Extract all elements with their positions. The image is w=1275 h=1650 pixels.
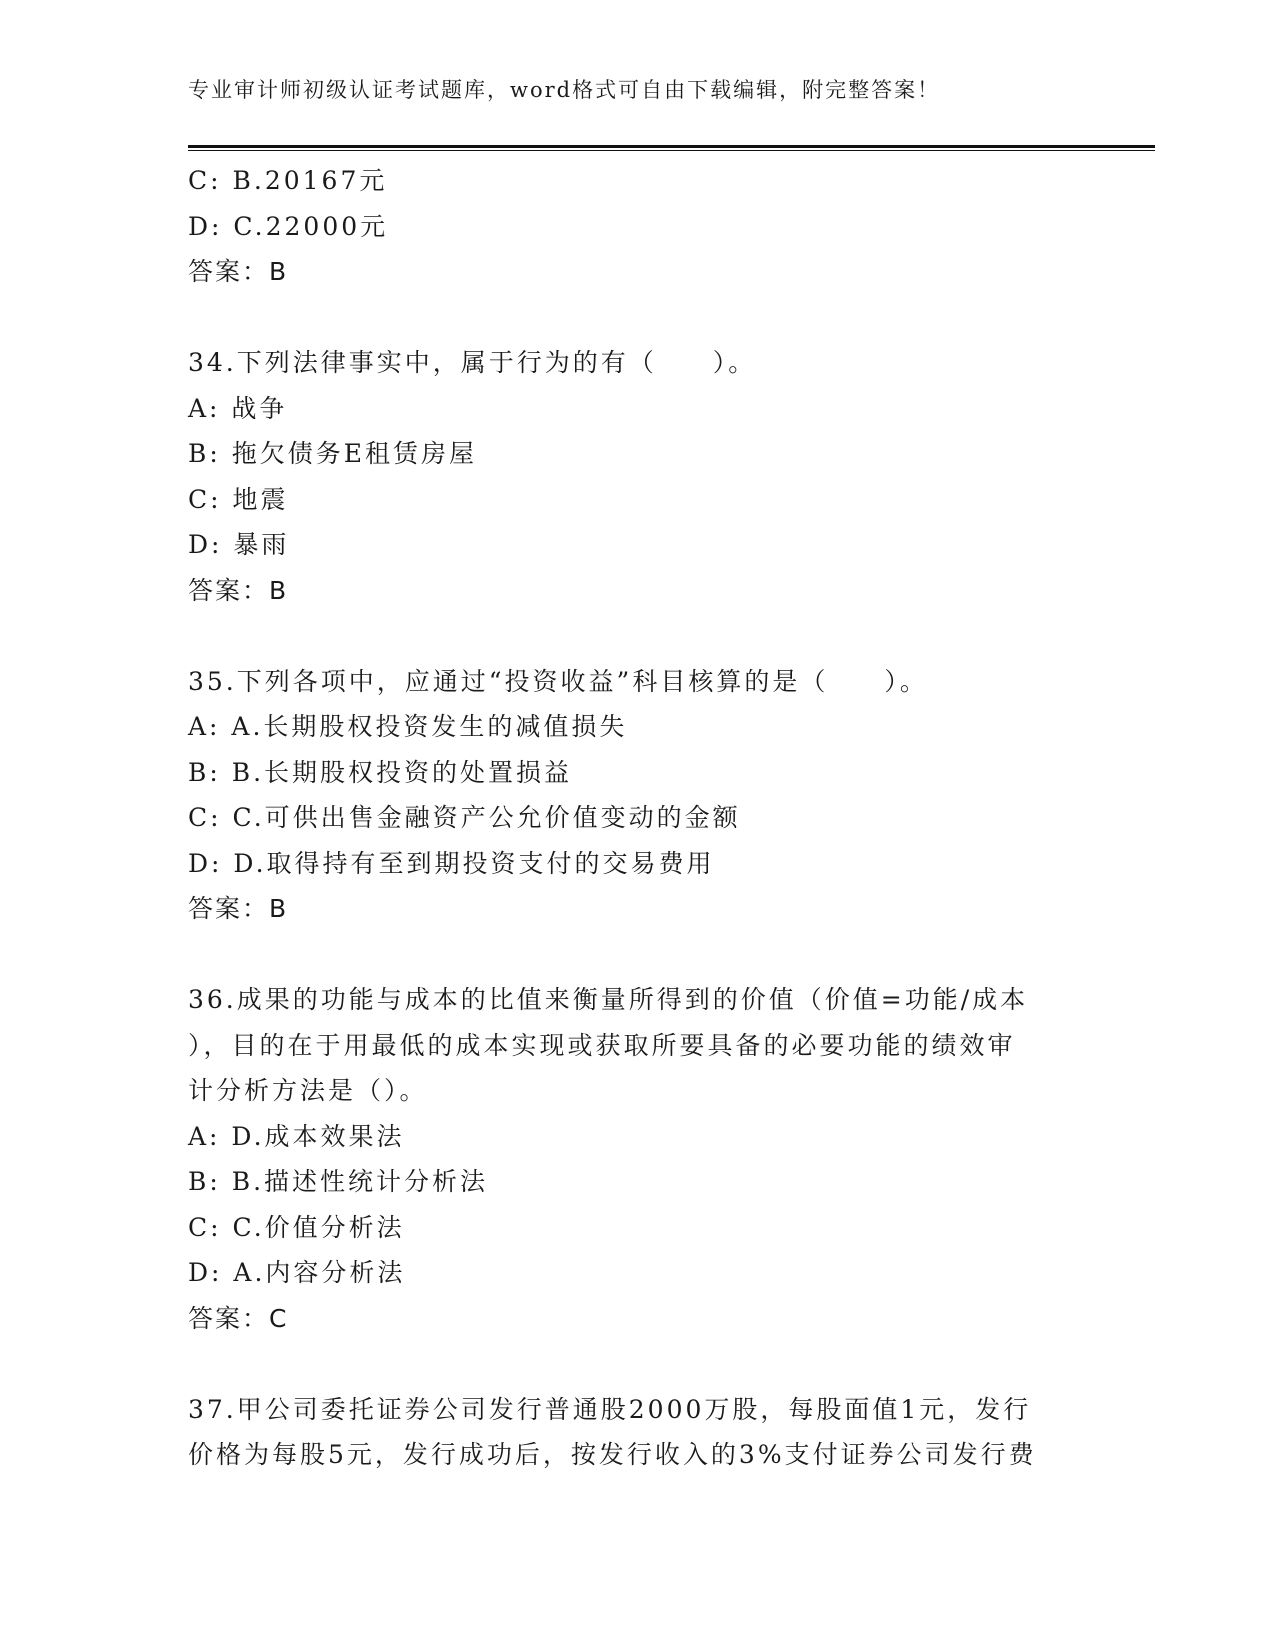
option-line: D: C.22000元 (188, 211, 389, 241)
option-line: B: B.长期股权投资的处置损益 (188, 757, 573, 787)
option-line: C: C.价值分析法 (188, 1212, 405, 1242)
option-line: D: A.内容分析法 (188, 1258, 406, 1287)
option-line: C: B.20167元 (188, 166, 388, 195)
page-header: 专业审计师初级认证考试题库，word格式可自由下载编辑，附完整答案！ (188, 78, 941, 102)
question-text: 价格为每股5元，发行成功后，按发行收入的3%支付证券公司发行费 (188, 1440, 1037, 1469)
option-line: D: 暴雨 (188, 530, 290, 559)
spacer (188, 1341, 1088, 1387)
question-text: ），目的在于用最低的成本实现或获取所要具备的必要功能的绩效审 (188, 1030, 1016, 1060)
question-block-prev (188, 158, 1088, 295)
option-line: B: 拖欠债务E租赁房屋 (188, 439, 477, 468)
spacer (188, 295, 1088, 341)
answer-line: 答案：C (188, 1303, 289, 1333)
option-line: B: B.描述性统计分析法 (188, 1167, 489, 1196)
answer-line: 答案：B (188, 894, 289, 923)
question-text: 34.下列法律事实中，属于行为的有（ ）。 (188, 348, 757, 377)
question-list (188, 158, 1088, 1478)
question-block-37 (188, 1387, 1088, 1478)
question-text: 35.下列各项中，应通过“投资收益”科目核算的是（ ）。 (188, 666, 928, 696)
answer-line: 答案：B (188, 575, 289, 605)
answer-line: 答案：B (188, 257, 289, 286)
option-line: D: D.取得持有至到期投资支付的交易费用 (188, 848, 715, 878)
question-text: 36.成果的功能与成本的比值来衡量所得到的价值（价值=功能/成本 (188, 985, 1029, 1014)
option-line: A: A.长期股权投资发生的减值损失 (188, 712, 628, 741)
question-block-36 (188, 977, 1088, 1341)
option-line: C: 地震 (188, 484, 289, 514)
spacer (188, 613, 1088, 659)
question-block-34 (188, 340, 1088, 613)
question-text: 37.甲公司委托证券公司发行普通股2000万股，每股面值1元，发行 (188, 1394, 1032, 1424)
option-line: A: 战争 (188, 393, 288, 423)
question-text: 计分析方法是（）。 (188, 1076, 428, 1105)
option-line: A: D.成本效果法 (188, 1121, 405, 1151)
header-divider (188, 145, 1155, 151)
question-block-35 (188, 659, 1088, 932)
spacer (188, 932, 1088, 978)
option-line: C: C.可供出售金融资产公允价值变动的金额 (188, 803, 741, 832)
